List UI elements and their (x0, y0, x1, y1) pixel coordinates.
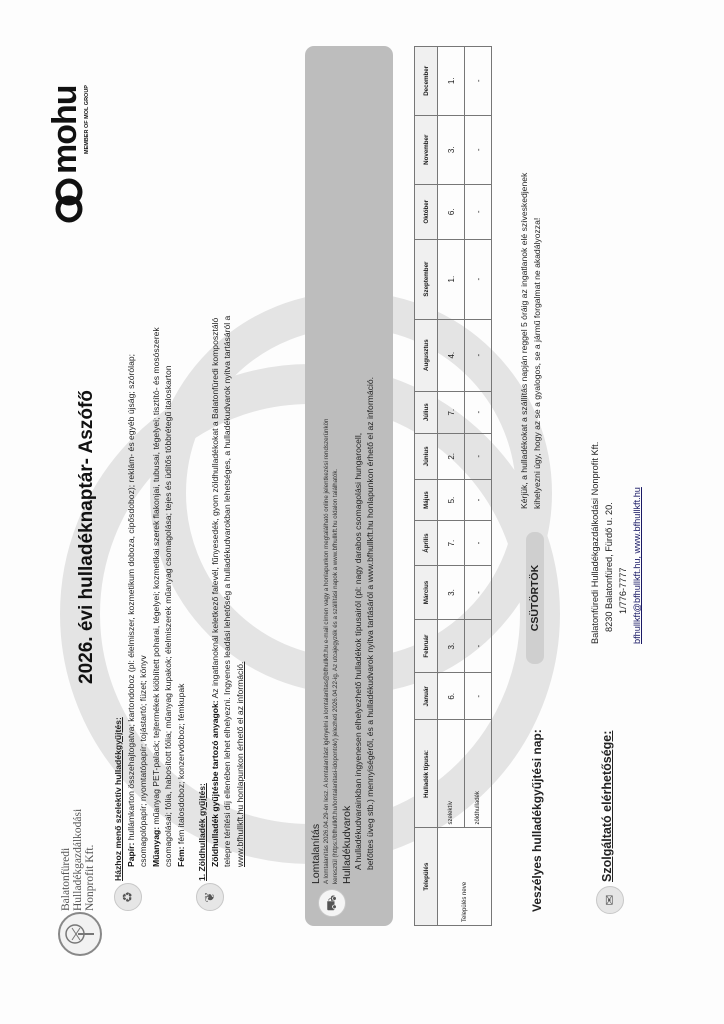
contact-heading: Szolgáltató elérhetősége: (600, 730, 614, 882)
table-header-cell: Június (415, 433, 438, 479)
green-line-text: Az ingatlanoknál keletkező falevél, fűnyesedék, gyom zöldhulladékokat a Balatonfüredi komposztáló (209, 317, 220, 701)
collection-day-label: Veszélyes hulladékgyűjtési nap: (530, 729, 544, 912)
green-line-text: telepre térítési díj ellenében lehet elhelyezni. Ingyenes leadási lehetőség a hulladékudvarokban lehetséges, a hulladékudvarok nyitva tartásáról a (222, 315, 232, 867)
selective-line-label: Fém: (175, 846, 186, 867)
org-logo-text (60, 781, 96, 911)
hulladekudvarok-line: A hulladékudvarainkban ingyenesen elhelyezhető hulladékok típusairól (pl: nagy darabos csomagolási hungarocell, (353, 432, 363, 870)
table-header-cell: Szeptember (415, 239, 438, 319)
selective-line-text: csomagolópapír; nyomtatópapír; tojástartó; füzet; könyv (138, 655, 148, 867)
table-cell: 6. (438, 673, 465, 720)
tree-logo-icon (58, 912, 102, 956)
selective-line-text: műanyag PET-palack; tejtermékek kiöblített poharai, tégelyei; kozmetikai szerek flakonjai, tubusai, tégelyei; tisztító- és mosószerek (150, 327, 161, 827)
lomtalanitas-line: keresztül (https://bfhullkft.hu/lomtalanitasi-idopontok/) jelezheti 2026.04.22-ig. Az utcajegyzék és a szállítási napok a www.bfhullkft.hu oldalon találhatók. (332, 468, 339, 884)
contact-phone: 1/776-7777 (618, 567, 628, 614)
table-header-cell: Település (415, 828, 438, 926)
recycle-icon: ♻ (114, 883, 142, 911)
table-cell: - (465, 565, 492, 619)
green-line (234, 51, 247, 867)
table-cell: - (465, 391, 492, 433)
envelope-icon: ✉ (596, 886, 624, 914)
contact-address: 8230 Balatonfüred, Fürdő u. 20. (604, 502, 614, 632)
table-cell: 7. (438, 391, 465, 433)
table-cell: - (465, 620, 492, 673)
table-cell: - (465, 239, 492, 319)
hulladekudvarok-text (353, 54, 376, 884)
table-cell: 5. (438, 480, 465, 521)
selective-line-text: fém italosdoboz; konzervdoboz; fémkupak (175, 683, 186, 847)
contact-email-web[interactable]: bfhullkft@bfhullkft.hu, www.bfhullkft.hu (632, 487, 642, 644)
table-cell: 2. (438, 433, 465, 479)
table-row (438, 47, 465, 926)
table-cell: - (465, 47, 492, 116)
table-header-cell: Április (415, 521, 438, 566)
contact-block (588, 204, 644, 644)
table-header-cell: November (415, 115, 438, 184)
logo-line: Hulladékgazdálkodási (72, 808, 84, 911)
table-cell: - (465, 115, 492, 184)
hulladekudvarok-line: befőttes üveg stb.) mennyiségéről, és a hulladékudvarok nyitva tartásáról a www.bfhullkft.hu honlapunkon érhető el az információ. (364, 377, 375, 870)
leaf-icon: ❦ (196, 883, 224, 911)
table-header-cell: Május (415, 480, 438, 521)
table-header-cell: Hulladék típusa: (415, 720, 438, 828)
lomtalanitas-section (310, 54, 376, 884)
green-line-label: Zöldhulladék gyűjtésbe tartozó anyagok: (209, 700, 220, 867)
table-cell: 4. (438, 319, 465, 391)
green-lines (209, 51, 247, 881)
collection-day-value: CSÜTÖRTÖK (526, 532, 544, 664)
table-cell: 1. (438, 239, 465, 319)
table-header-row (415, 47, 438, 926)
green-line (209, 51, 222, 867)
selective-line (125, 51, 138, 867)
table-cell: 3. (438, 565, 465, 619)
table-header-cell: Augusztus (415, 319, 438, 391)
table-cell: - (465, 433, 492, 479)
selective-line (175, 51, 188, 867)
mohu-logo-sub: MEMBER OF MOL GROUP (84, 85, 90, 154)
table-header-cell: December (415, 47, 438, 116)
table-header-cell: Július (415, 391, 438, 433)
waste-type-cell: szelektív (438, 720, 465, 828)
lomtalanitas-text (322, 54, 340, 884)
mohu-logo-icon (52, 176, 86, 224)
table-cell: 6. (438, 184, 465, 239)
green-line (221, 51, 234, 867)
table-header-cell: Január (415, 673, 438, 720)
notice-line: kihelyezni úgy, hogy az se a gyalogos, se a jármű forgalmat ne akadályozza! (531, 217, 542, 509)
notice-line: Kérjük, a hulladékokat a szállítás napján reggel 5 óráig az ingatlanok elé szíveskedjenek (519, 172, 529, 509)
selective-lines (125, 51, 188, 881)
table-header-cell: Március (415, 565, 438, 619)
green-section (196, 51, 246, 881)
selective-line (137, 51, 150, 867)
logo-line: Balatonfüredi (60, 847, 72, 911)
selective-line (150, 51, 163, 867)
green-line-text: www.bfhullkft.hu honlapunkon érhető el az információ. (234, 661, 245, 867)
table-cell: - (465, 480, 492, 521)
table-cell: - (465, 521, 492, 566)
collection-calendar-table (414, 46, 492, 926)
selective-line-text: hullámkarton összehajtogatva; kartondoboz (pl: élelmiszer, kozmetikum doboza, cipősdoboz); reklám- és egyéb újság; szórólap; (125, 353, 136, 843)
green-heading: 1. Zöldhulladék gyűjtés: (197, 783, 207, 881)
selective-heading: Házhoz menő szelektív hulladékgyűjtés: (113, 717, 123, 881)
selective-line-text: csomagolásai; fólia, habosított fólia; műanyag kupakok; élelmiszerek műanyag csomagolása; tejes és üdítős többrétegű italoskarton (163, 365, 173, 867)
logo-line: Nonprofit Kft. (84, 844, 96, 911)
lomtalanitas-line: A lomtalanítás 2026.04.29-én lesz. A lomtalanítást igényelni a lomtalanitas@bfhullkft.hu e-mail címen vagy a honlapunkon megtalálható online jelentkezési rendszerünkön (323, 418, 330, 884)
collection-notice (518, 49, 543, 509)
truck-icon: ⛟ (318, 889, 346, 917)
table-body (438, 47, 492, 926)
table-cell: - (465, 319, 492, 391)
table-cell: 3. (438, 620, 465, 673)
waste-type-cell: zöldhulladék (465, 720, 492, 828)
table-header-cell: Október (415, 184, 438, 239)
selective-line (162, 51, 175, 867)
hulladekudvarok-heading: Hulladékudvarok (341, 805, 353, 884)
table-cell: 1. (438, 47, 465, 116)
contact-company: Balatonfüredi Hulladékgazdálkodási Nonprofit Kft. (590, 441, 600, 644)
selective-line-label: Papír: (125, 842, 136, 867)
lomtalanitas-heading: Lomtalanítás (310, 823, 322, 884)
table-cell: 3. (438, 115, 465, 184)
mohu-logo-text: mohu (46, 85, 84, 174)
table-row (465, 47, 492, 926)
table-cell: - (465, 184, 492, 239)
selective-section (112, 51, 187, 881)
page-title: 2026. évi hulladéknaptár- Aszófő (76, 390, 97, 684)
table-cell: 7. (438, 521, 465, 566)
table-cell: - (465, 673, 492, 720)
town-name-cell: Település neve (438, 828, 492, 926)
selective-line-label: Műanyag: (150, 826, 161, 867)
table-header-cell: Február (415, 620, 438, 673)
